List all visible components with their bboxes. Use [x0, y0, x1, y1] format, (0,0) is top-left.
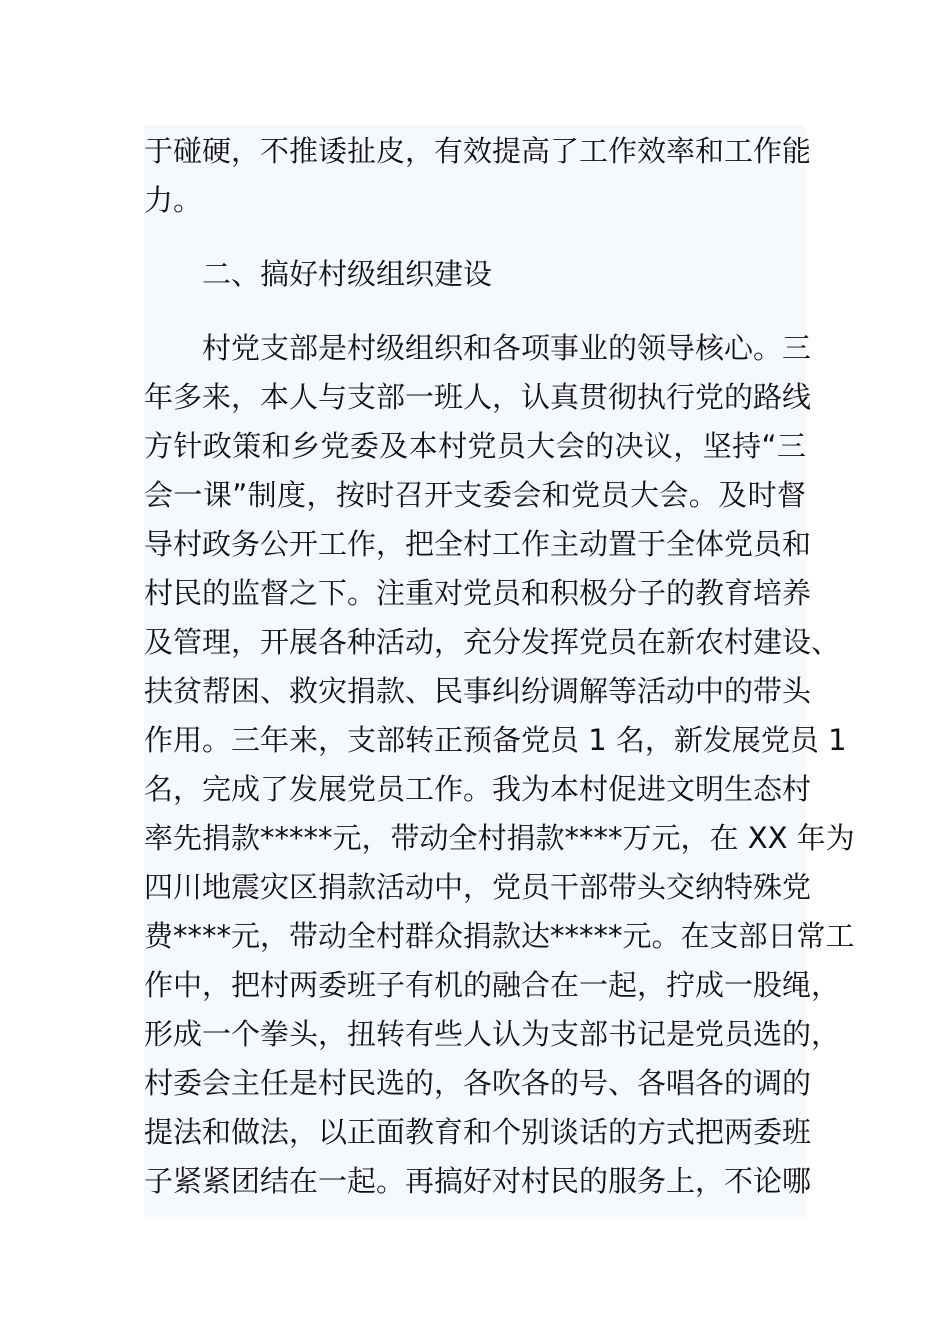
text-line: 方针政策和乡党委及本村党员大会的决议，坚持“三 — [144, 429, 806, 463]
text-line: 四川地震灾区捐款活动中，党员干部带头交纳特殊党 — [144, 870, 812, 904]
text-line: 会一课”制度，按时召开支委会和党员大会。及时督 — [144, 478, 806, 512]
text-line: 作中，把村两委班子有机的融合在一起，拧成一股绳， — [144, 968, 841, 1002]
text-line: 扶贫帮困、救灾捐款、民事纠纷调解等活动中的带头 — [144, 674, 812, 708]
text-line: 及管理，开展各种活动，充分发挥党员在新农村建设、 — [144, 625, 841, 659]
paragraph-first-line: 村党支部是村级组织和各项事业的领导核心。三 — [202, 331, 812, 365]
text-line: 力。 — [144, 183, 203, 217]
text-line: 提法和做法，以正面教育和个别谈话的方式把两委班 — [144, 1115, 812, 1149]
text-line: 村民的监督之下。注重对党员和积极分子的教育培养 — [144, 576, 812, 610]
text-line: 形成一个拳头，扭转有些人认为支部书记是党员选的， — [144, 1017, 841, 1051]
text-line: 率先捐款*****元，带动全村捐款****万元，在 XX 年为 — [144, 821, 855, 855]
text-line: 村委会主任是村民选的，各吹各的号、各唱各的调的 — [144, 1066, 812, 1100]
text-line: 作用。三年来，支部转正预备党员 1 名，新发展党员 1 — [144, 723, 847, 757]
text-line: 子紧紧团结在一起。再搞好对村民的服务上，不论哪 — [144, 1164, 812, 1198]
text-line: 年多来，本人与支部一班人，认真贯彻执行党的路线 — [144, 380, 812, 414]
section-heading: 二、搞好村级组织建设 — [202, 257, 493, 291]
text-line: 名，完成了发展党员工作。我为本村促进文明生态村 — [144, 772, 812, 806]
text-line: 于碰硬，不推诿扯皮，有效提高了工作效率和工作能 — [144, 134, 812, 168]
text-line: 导村政务公开工作，把全村工作主动置于全体党员和 — [144, 527, 812, 561]
text-line: 费****元，带动全村群众捐款达*****元。在支部日常工 — [144, 919, 855, 953]
